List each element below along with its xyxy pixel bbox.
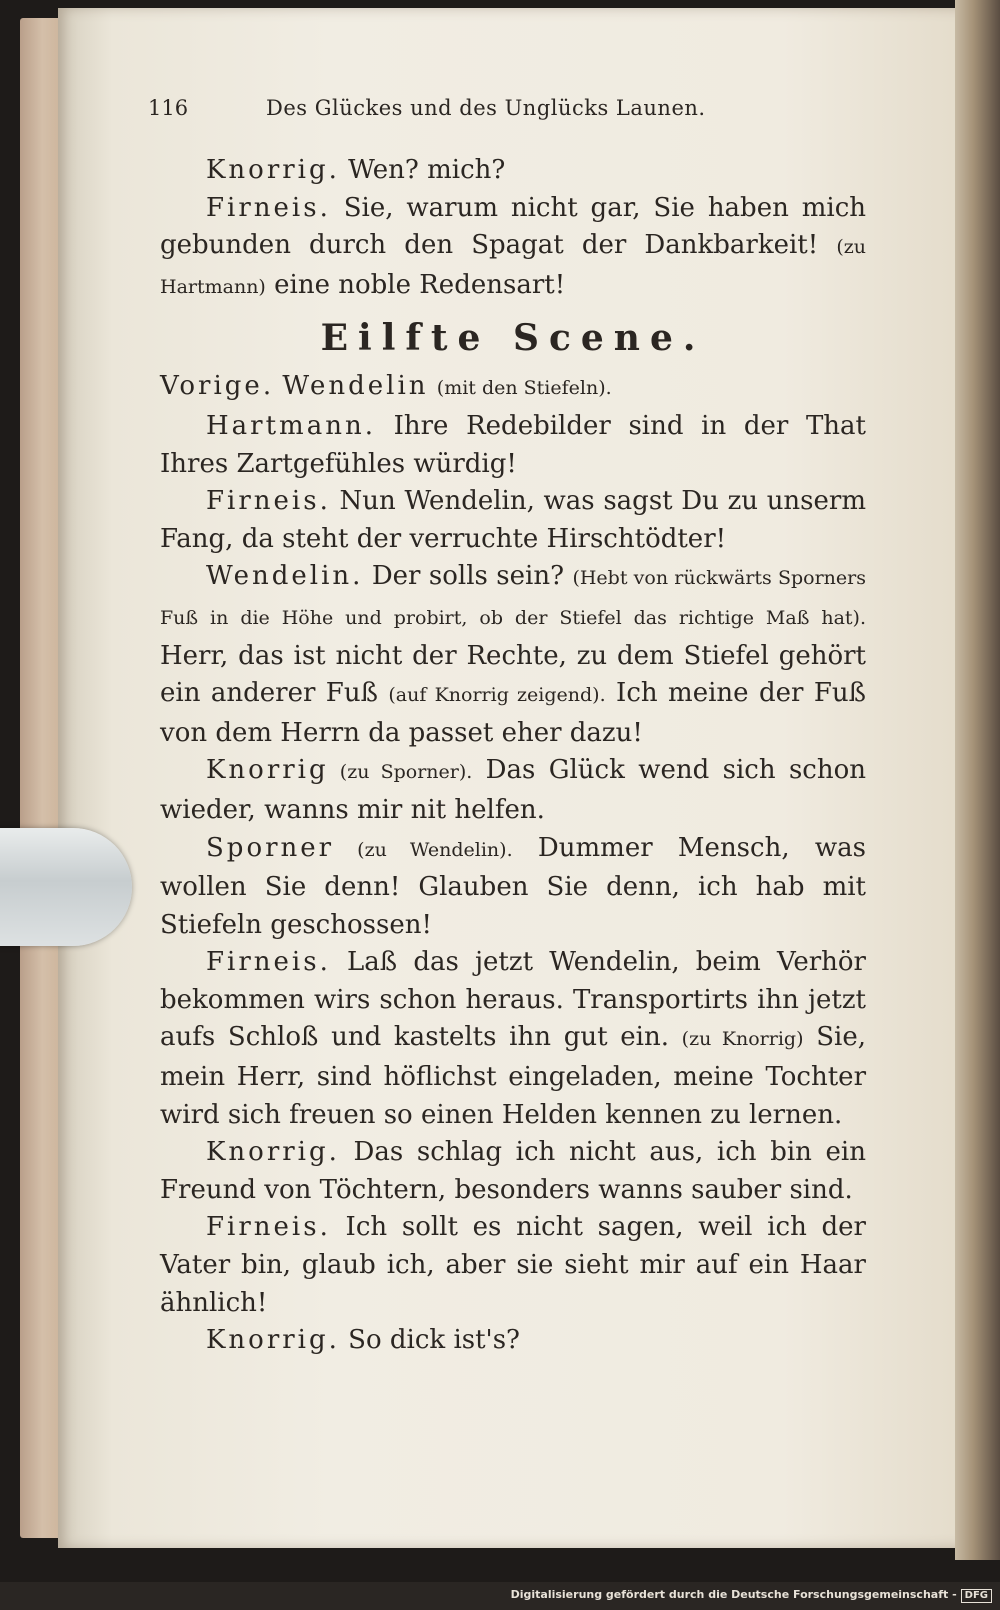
speech: Laß das jetzt Wendelin, beim Verhör bekommen wirs schon heraus. Transportirts ihn jetzt aufs Schloß und kastelts ihn gut ein. [160,947,866,1053]
speech: Wen? mich? [339,155,506,185]
speech: Das Glück wend sich schon wieder, wanns mir nit helfen. [160,755,866,825]
speech: Nun Wendelin, was sagst Du zu unserm Fang, da steht der verruchte Hirschtödter! [160,486,866,554]
cast-previous: Vorige. [160,371,275,402]
digitization-credit [511,1588,992,1603]
speech: Sie, warum nicht gar, Sie haben mich gebunden durch den Spagat der Dankbarkeit! [160,192,866,261]
page-text [160,152,866,1360]
speech: Ich sollt es nicht sagen, weil ich der Vater bin, glaub ich, aber sie sieht mir auf ein Haar ähnlich! [160,1212,866,1318]
speech: Ihre Redebilder sind in der That Ihres Zartgefühles würdig! [160,410,866,479]
stage-direction: (Hebt von rückwärts Sporners Fuß in die Höhe und probirt, ob der Stiefel das richtige Maß hat). [160,567,866,629]
speech: Der solls sein? [363,561,573,592]
speaker: Hartmann. [206,410,376,441]
speaker: Firneis. [206,486,331,517]
speaker: Knorrig. [206,1325,340,1356]
dialogue-line [160,752,866,829]
speaker: Sporner [206,832,335,863]
speaker: Knorrig. [206,1137,340,1168]
speech: eine noble Redensart! [265,269,566,300]
stage-direction: (mit den Stiefeln). [436,377,612,400]
dfg-logo: DFG [961,1589,992,1603]
dialogue-line [160,152,866,190]
dialogue-line [160,483,866,558]
speaker: Firneis. [206,192,331,223]
dialogue-line [160,558,866,752]
speech: Sie, mein Herr, sind höflichst eingeladen, meine Tochter wird sich freuen so einen Helden kennen zu lernen. [160,1022,867,1130]
stage-direction: (zu Knorrig) [681,1028,804,1051]
running-title: Des Glückes und des Unglücks Launen. [266,96,706,120]
speech: Herr, das ist nicht der Rechte, zu dem Stiefel gehört ein anderer Fuß [160,640,866,709]
dialogue-line [160,1322,866,1360]
dialogue-line [160,1134,866,1209]
speaker: Wendelin. [206,561,364,592]
stage-direction: (zu Sporner). [328,761,473,784]
dialogue-line [160,190,866,307]
scene-cast [160,368,866,408]
dialogue-line [160,408,866,483]
speaker: Firneis. [206,1212,331,1243]
speech: Ich meine der Fuß von dem Herrn da passet eher dazu! [160,678,866,748]
dialogue-line [160,1209,866,1322]
stage-direction: (auf Knorrig zeigend). [388,684,606,707]
speech: So dick ist's? [339,1325,520,1356]
cast-character: Wendelin [282,371,429,402]
page-clip [0,828,132,946]
dialogue-line [160,944,866,1134]
speaker: Firneis. [206,947,331,978]
page-number: 116 [148,96,189,120]
stage-direction: (zu Hartmann) [160,236,866,298]
credit-text: Digitalisierung gefördert durch die Deutsche Forschungsgemeinschaft - [510,1588,957,1601]
stage-direction: (zu Wendelin). [334,838,513,861]
speaker: Knorrig. [206,155,340,185]
page-header [148,96,868,136]
book-right-edge [955,0,1000,1560]
scene-title: Eilfte Scene. [320,317,706,360]
dialogue-line [160,830,866,945]
speech: Dummer Mensch, was wollen Sie denn! Glauben Sie denn, ich hab mit Stiefeln geschossen! [160,832,866,940]
speech: Das schlag ich nicht aus, ich bin ein Freund von Töchtern, besonders wanns sauber sind. [160,1137,866,1205]
speaker: Knorrig [206,755,329,786]
